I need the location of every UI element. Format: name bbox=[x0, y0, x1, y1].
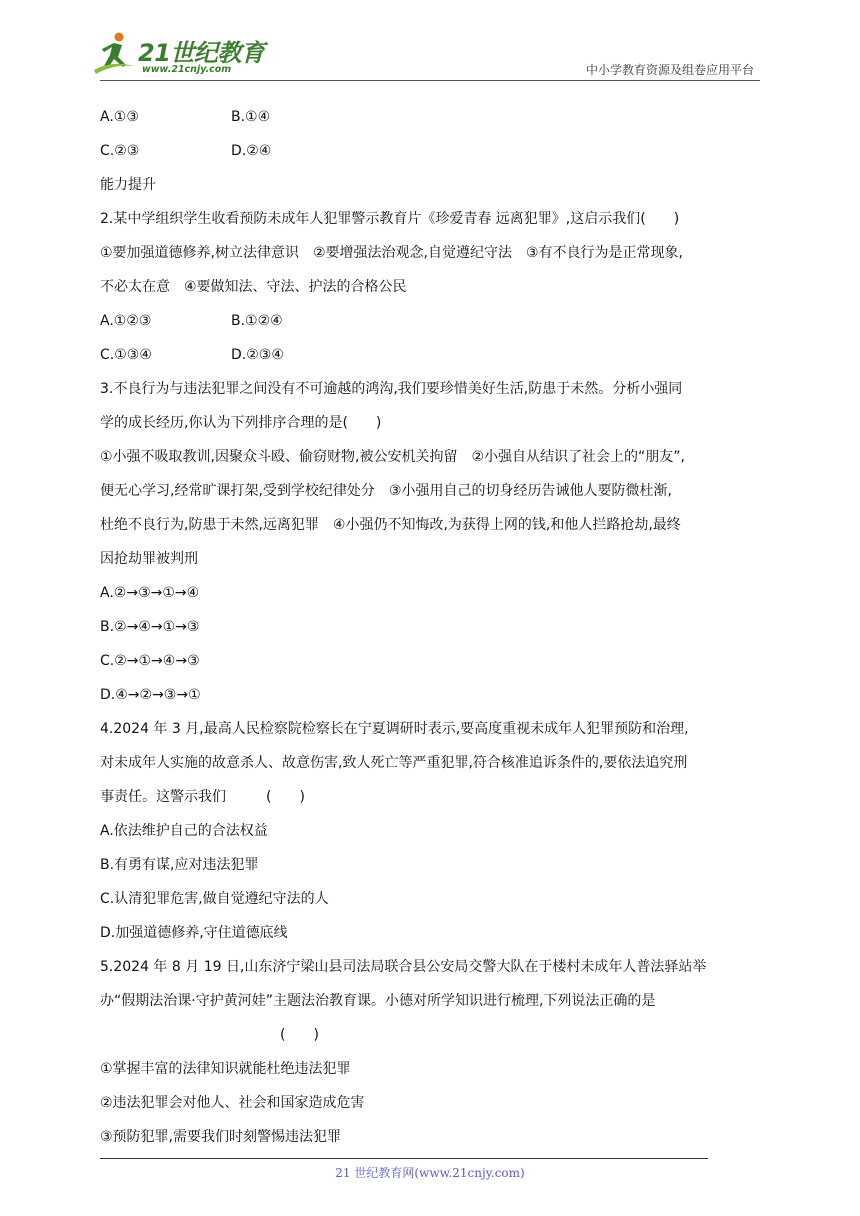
q4-option-c: C.认清犯罪危害,做自觉遵纪守法的人 bbox=[100, 891, 329, 907]
q2-option-b: B.①②④ bbox=[231, 313, 283, 329]
q4-stem-line-3 bbox=[100, 780, 765, 814]
q4-stem-text: 事责任。这警示我们 bbox=[100, 789, 226, 805]
footer-link[interactable]: 21 世纪教育网(www.21cnjy.com) bbox=[335, 1166, 525, 1180]
document-body bbox=[100, 100, 765, 1154]
q1-option-a: A.①③ bbox=[100, 109, 139, 125]
q1-option-d: D.②④ bbox=[231, 143, 272, 159]
q3-items-line-1: ①小强不吸取教训,因聚众斗殴、偷窃财物,被公安机关拘留 ②小强自从结识了社会上的“朋友”, bbox=[100, 449, 685, 465]
q4-stem-line-2: 对未成年人实施的故意杀人、故意伤害,致人死亡等严重犯罪,符合核准追诉条件的,要依法追究刑 bbox=[100, 755, 688, 771]
q1-options-row-2 bbox=[100, 134, 765, 168]
q3-stem-line-2: 学的成长经历,你认为下列排序合理的是( ) bbox=[100, 415, 382, 431]
q5-stem-line-1: 5.2024 年 8 月 19 日,山东济宁梁山县司法局联合县公安局交警大队在于楼村未成年人普法驿站举 bbox=[100, 959, 707, 975]
q2-options-row-2 bbox=[100, 338, 765, 372]
q4-option-a: A.依法维护自己的合法权益 bbox=[100, 823, 268, 839]
section-title: 能力提升 bbox=[100, 177, 156, 193]
q5-item-3: ③预防犯罪,需要我们时刻警惕违法犯罪 bbox=[100, 1129, 341, 1145]
q4-answer-bracket: ( ) bbox=[266, 789, 305, 805]
q5-stem-line-2: 办“假期法治课·守护黄河娃”主题法治教育课。小德对所学知识进行梳理,下列说法正确的是 bbox=[100, 993, 656, 1009]
q3-option-c: C.②→①→④→③ bbox=[100, 653, 200, 669]
q3-option-b: B.②→④→①→③ bbox=[100, 619, 200, 635]
q3-items-line-4: 因抢劫罪被判刑 bbox=[100, 551, 198, 567]
q2-options-row-1 bbox=[100, 304, 765, 338]
q5-item-1: ①掌握丰富的法律知识就能杜绝违法犯罪 bbox=[100, 1061, 351, 1077]
q3-option-a: A.②→③→①→④ bbox=[100, 585, 200, 601]
q3-stem-line-1: 3.不良行为与违法犯罪之间没有不可逾越的鸿沟,我们要珍惜美好生活,防患于未然。分析小强同 bbox=[100, 381, 683, 397]
q4-option-d: D.加强道德修养,守住道德底线 bbox=[100, 925, 288, 941]
q1-options-row-1 bbox=[100, 100, 765, 134]
q3-option-d: D.④→②→③→① bbox=[100, 687, 201, 703]
site-logo[interactable] bbox=[92, 30, 265, 80]
footer-divider bbox=[100, 1158, 708, 1159]
q2-items-line-1: ①要加强道德修养,树立法律意识 ②要增强法治观念,自觉遵纪守法 ③有不良行为是正常现象, bbox=[100, 245, 684, 261]
q1-option-c: C.②③ bbox=[100, 143, 140, 159]
q1-option-b: B.①④ bbox=[231, 109, 271, 125]
q5-item-2: ②违法犯罪会对他人、社会和国家造成危害 bbox=[100, 1095, 365, 1111]
q2-items-line-2: 不必太在意 ④要做知法、守法、护法的合格公民 bbox=[100, 279, 407, 295]
q3-items-line-3: 杜绝不良行为,防患于未然,远离犯罪 ④小强仍不知悔改,为获得上网的钱,和他人拦路抢劫,最终 bbox=[100, 517, 681, 533]
q4-option-b: B.有勇有谋,应对违法犯罪 bbox=[100, 857, 259, 873]
q2-option-d: D.②③④ bbox=[231, 347, 284, 363]
runner-logo-icon bbox=[92, 30, 136, 76]
q4-stem-line-1: 4.2024 年 3 月,最高人民检察院检察长在宁夏调研时表示,要高度重视未成年人犯罪预防和治理, bbox=[100, 721, 689, 737]
q5-answer-bracket: ( ) bbox=[280, 1027, 319, 1043]
header-divider bbox=[100, 80, 760, 81]
q3-items-line-2: 便无心学习,经常旷课打架,受到学校纪律处分 ③小强用自己的切身经历告诫他人要防微杜渐, bbox=[100, 483, 672, 499]
q2-stem: 2.某中学组织学生收看预防未成年人犯罪警示教育片《珍爱青春 远离犯罪》,这启示我们( ) bbox=[100, 211, 680, 227]
logo-text: 21世纪教育 bbox=[138, 39, 265, 67]
page-header bbox=[0, 0, 860, 84]
q2-option-c: C.①③④ bbox=[100, 347, 152, 363]
platform-name: 中小学教育资源及组卷应用平台 bbox=[585, 63, 754, 77]
q2-option-a: A.①②③ bbox=[100, 313, 152, 329]
logo-url: www.21cnjy.com bbox=[142, 64, 232, 75]
